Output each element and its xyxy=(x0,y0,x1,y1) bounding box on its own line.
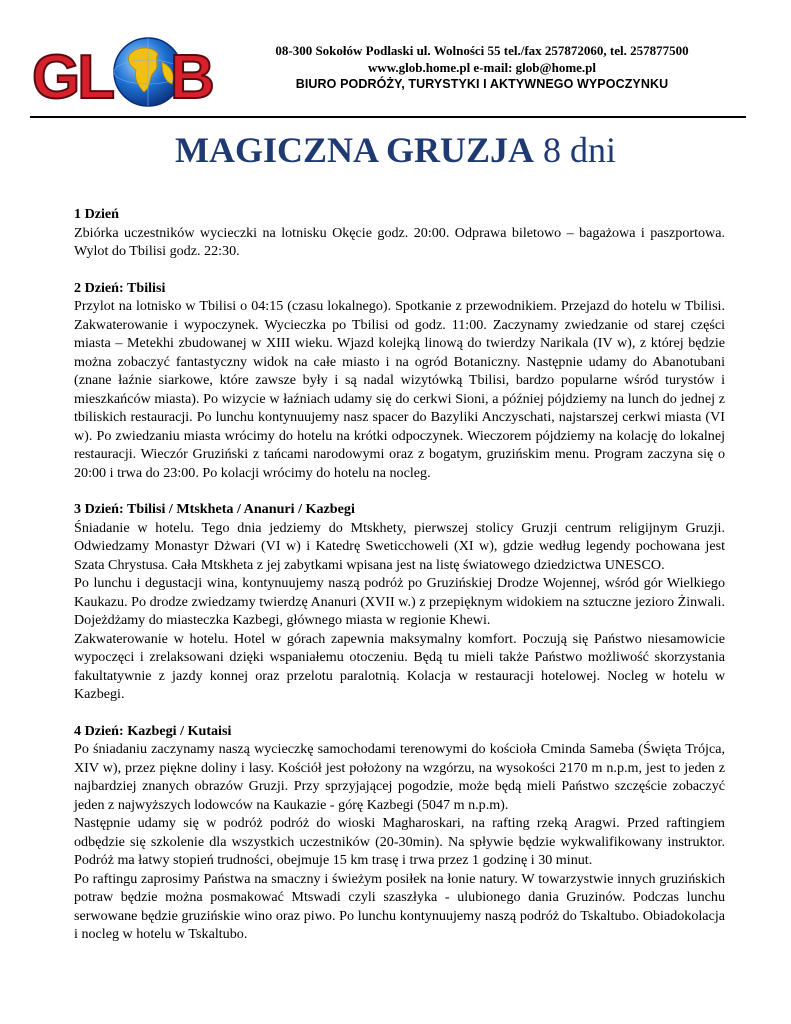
day-paragraph: Po śniadaniu zaczynamy naszą wycieczkę samochodami terenowymi do kościoła Cminda Sameba (Święta Trójca, XIV w), przez piękne doliny i lasy. Kościół jest położony na wzgórzu, na wysokości 2170 m n.p.m, jest to jeden z najbardziej znanych obrazów Gruzji. Przy sprzyjającej pogodzie, może będą mieli Państwo szczęście zobaczyć jeden z najwyższych lodowców na Kaukazie - górę Kazbegi (5047 m n.p.m). xyxy=(74,741,725,813)
day-paragraph: Po lunchu i degustacji wina, kontynuujemy naszą podróż po Gruzińskiej Drodze Wojennej, wśród gór Wielkiego Kaukazu. Po drodze zwiedzamy twierdzę Ananuri (XVII w.) z przepięknym widokiem na sztuczne jezioro Żinwali. Dojeżdżamy do miasteczka Kazbegi, głównego miasta w regionie Khewi. xyxy=(74,575,725,628)
day-section-3 xyxy=(74,500,725,704)
header-divider xyxy=(30,116,746,118)
title-main: MAGICZNA GRUZJA xyxy=(174,130,534,170)
contact-block xyxy=(212,42,752,93)
itinerary xyxy=(74,205,725,962)
day-paragraph: Po raftingu zaprosimy Państwa na smaczny i świeżym posiłek na łonie natury. W towarzystwie innych gruzińskich potraw będzie można posmakować Mtswadi czyli szaszłyka - ulubionego dania Gruzinów. Podczas lunchu serwowane będzie gruzińskie wino oraz piwo. Po lunchu kontynuujemy naszą podróż do Tskaltubo. Obiadokolacja i nocleg w hotelu w Tskaltubo. xyxy=(74,870,725,942)
day-section-2 xyxy=(74,279,725,483)
agency-tagline: BIURO PODRÓŻY, TURYSTYKI I AKTYWNEGO WYPOCZYNKU xyxy=(295,77,669,91)
page-title xyxy=(0,130,791,170)
day-heading: 4 Dzień: Kazbegi / Kutaisi xyxy=(74,722,232,739)
day-paragraph: Śniadanie w hotelu. Tego dnia jedziemy do Mtskhety, pierwszej stolicy Gruzji centrum religijnym Gruzji. Odwiedzamy Monastyr Dżwari (VI w) i Katedrę Sweticchoweli (XI w), gdzie według legendy pochowana jest Szata Chrystusa. Cała Mtskheta z jej zabytkami wpisana jest na listę światowego dziedzictwa UNESCO. xyxy=(74,519,725,573)
svg-text:GL: GL xyxy=(32,43,113,112)
address-line: 08-300 Sokołów Podlaski ul. Wolności 55 tel./fax 257872060, tel. 257877500 xyxy=(275,43,689,58)
svg-text:B: B xyxy=(170,43,215,112)
day-paragraph: Następnie udamy się w podróż podróż do wioski Magharoskari, na rafting rzeką Aragwi. Przed raftingiem odbędzie się szkolenie dla wszystkich uczestników (20-30min). Na spływie będzie wykwalifikowany instruktor. Podróż ma łatwy stopień trudności, obejmuje 15 km trasę i trwa przez 1 godzinę i 30 minut. xyxy=(74,815,725,868)
day-section-1 xyxy=(74,205,725,261)
day-paragraph: Przylot na lotnisko w Tbilisi o 04:15 (czasu lokalnego). Spotkanie z przewodnikiem. Przejazd do hotelu w Tbilisi. Zakwaterowanie i wypoczynek. Wycieczka po Tbilisi od godz. 11:00. Zaczynamy zwiedzanie od starej części miasta – Metekhi zbudowanej w XIII wieku. Wjazd kolejką linową do twierdzy Narikala (IV w), z której będzie można zobaczyć fantastyczny widok na całe miasto i na ogród Botaniczny. Następnie udamy do Abanotubani (znane łaźnie siarkowe, które zawsze były i są nadal wizytówką Tbilisi, bardzo popularne wśród turystów i mieszkańców miasta). Po wizycie w łaźniach udamy się do cerkwi Sioni, a później pójdziemy na lunch do jednej z tbiliskich restauracji. Po lunchu kontynuujemy nasz spacer do Bazyliki Anczyschati, najstarszej cerkwi miasta (VI w). Po zwiedzaniu miasta wrócimy do hotelu na krótki odpoczynek. Wieczorem pójdziemy na kolację do lokalnej restauracji. Wieczór Gruziński z tańcami narodowymi oraz z bogatym, gruzińskim menu. Program zaczyna się o 20:00 i trwa do 23:00. Po kolacji wrócimy do hotelu na nocleg. xyxy=(74,298,725,481)
title-suffix: 8 dni xyxy=(534,130,617,170)
web-email-line: www.glob.home.pl e-mail: glob@home.pl xyxy=(367,60,597,75)
day-paragraph: Zakwaterowanie w hotelu. Hotel w górach zapewnia maksymalny komfort. Poczują się Państwo niesamowicie wypoczęci i zrelaksowani dzięki wspaniałemu otoczeniu. Będą tu mieli także Państwo możliwość skorzystania fakultatywnie z jazdy konnej oraz przelotu paralotnią. Kolacja w restauracji hotelowej. Nocleg w hotelu w Kazbegi. xyxy=(74,630,725,702)
glob-logo xyxy=(30,32,215,112)
day-heading: 3 Dzień: Tbilisi / Mtskheta / Ananuri / Kazbegi xyxy=(74,501,355,517)
day-heading: 2 Dzień: Tbilisi xyxy=(74,279,166,296)
day-paragraph: Zbiórka uczestników wycieczki na lotnisku Okęcie godz. 20:00. Odprawa biletowo – bagażowa i paszportowa. Wylot do Tbilisi godz. 22:30. xyxy=(74,224,725,259)
day-section-4 xyxy=(74,722,725,944)
day-heading: 1 Dzień xyxy=(74,206,120,222)
